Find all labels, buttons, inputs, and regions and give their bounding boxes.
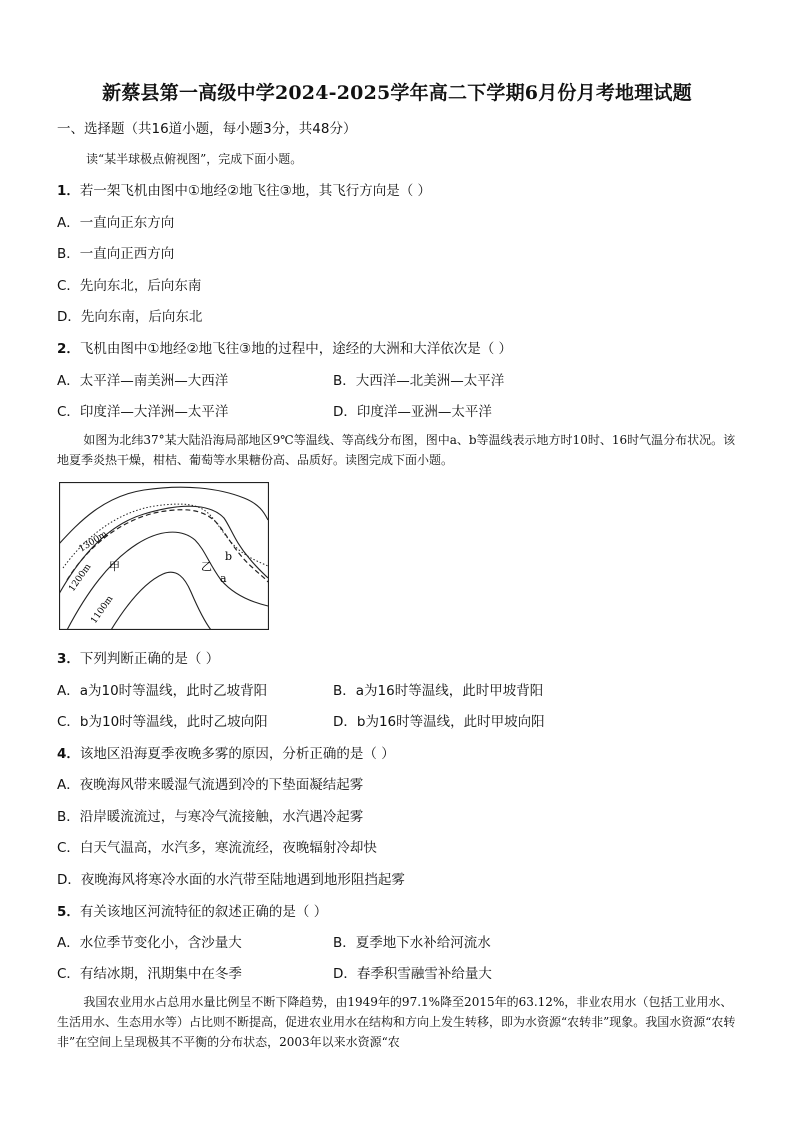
question-1-option-d: D．先向东南，后向东北 [57, 309, 203, 325]
question-5-text: 有关该地区河流特征的叙述正确的是（ ） [79, 904, 328, 920]
question-1-option-c: C．先向东北，后向东南 [57, 278, 202, 294]
question-5-option-a: A．水位季节变化小，含沙量大 [57, 935, 242, 951]
question-3-option-c: C．b为10时等温线，此时乙坡向阳 [57, 714, 268, 730]
contour-label-1200: 1200m [67, 562, 94, 594]
intro-paragraph-1: 读“某半球极点俯视图”，完成下面小题。 [86, 152, 303, 166]
question-3-option-d: D．b为16时等温线，此时甲坡向阳 [333, 714, 545, 730]
question-4-number: 4． [57, 746, 80, 762]
label-yi: 乙 [201, 560, 212, 573]
question-4-option-d: D．夜晚海风将寒冷水面的水汽带至陆地遇到地形阻挡起雾 [57, 872, 405, 888]
intro-paragraph-3: 我国农业用水占总用水量比例呈不断下降趋势，由1949年的97.1%降至2015年的63.12%，非业农用水（包括工业用水、生活用水、生态用水等）占比则不断提高，促进农业用水在结构和方向上发生转移，即为水资源“农转非”现象。我国水资源“农转非”在空间上呈现极其不平衡的分布状态，2003年以来水资源“农 [57, 995, 736, 1049]
question-4-option-c: C．白天气温高，水汽多，寒流流经，夜晚辐射冷却快 [57, 840, 377, 856]
question-2-option-b: B．大西洋—北美洲—太平洋 [333, 373, 505, 389]
question-2-option-c: C．印度洋—大洋洲—太平洋 [57, 404, 229, 420]
question-4-option-b: B．沿岸暖流流过，与寒冷气流接触，水汽遇冷起雾 [57, 809, 364, 825]
question-2-stem [57, 337, 512, 357]
question-3-text: 下列判断正确的是（ ） [79, 651, 220, 667]
question-5-option-b: B．夏季地下水补给河流水 [333, 935, 491, 951]
question-1-text: 若一架飞机由图中①地经②地飞往③地，其飞行方向是（ ） [79, 183, 432, 199]
question-3-option-a: A．a为10时等温线，此时乙坡背阳 [57, 683, 268, 699]
question-1-number: 1． [57, 183, 80, 199]
intro-paragraph-2: 如图为北纬37°某大陆沿海局部地区9℃等温线、等高线分布图，图中a、b等温线表示地方时10时、16时气温分布状况。该地夏季炎热干燥，柑桔、葡萄等水果糖份高、品质好。读图完成下面小题。 [57, 433, 736, 467]
question-5-option-c: C．有结冰期，汛期集中在冬季 [57, 966, 242, 982]
question-2-number: 2． [57, 341, 80, 357]
section-heading: 一、选择题（共16道小题，每小题3分，共48分） [57, 121, 357, 137]
question-2-text: 飞机由图中①地经②地飞往③地的过程中，途经的大洲和大洋依次是（ ） [79, 341, 513, 357]
question-4-text: 该地区沿海夏季夜晚多雾的原因，分析正确的是（ ） [79, 746, 395, 762]
label-isotherm-b: b [225, 550, 233, 563]
question-1-option-b: B．一直向正西方向 [57, 246, 175, 262]
contour-label-1300: 1300m [77, 529, 110, 555]
label-isotherm-a: a [220, 572, 227, 585]
question-3-stem [57, 647, 219, 667]
question-5-number: 5． [57, 904, 80, 920]
question-5-stem [57, 900, 327, 920]
label-jia: 甲 [109, 560, 120, 573]
question-1-option-a: A．一直向正东方向 [57, 215, 175, 231]
question-5-option-d: D．春季积雪融雪补给量大 [333, 966, 492, 982]
question-4-stem [57, 742, 395, 762]
question-3-number: 3． [57, 651, 80, 667]
question-3-option-b: B．a为16时等温线，此时甲坡背阳 [333, 683, 544, 699]
question-1-stem [57, 179, 431, 199]
question-2-option-a: A．太平洋—南美洲—大西洋 [57, 373, 229, 389]
contour-label-1100: 1100m [89, 594, 116, 626]
question-4-option-a: A．夜晚海风带来暖湿气流遇到冷的下垫面凝结起雾 [57, 777, 364, 793]
page-title: 新蔡县第一高级中学2024-2025学年高二下学期6月份月考地理试题 [102, 82, 692, 104]
question-2-option-d: D．印度洋—亚洲—太平洋 [333, 404, 492, 420]
contour-isotherm-map [59, 482, 269, 630]
